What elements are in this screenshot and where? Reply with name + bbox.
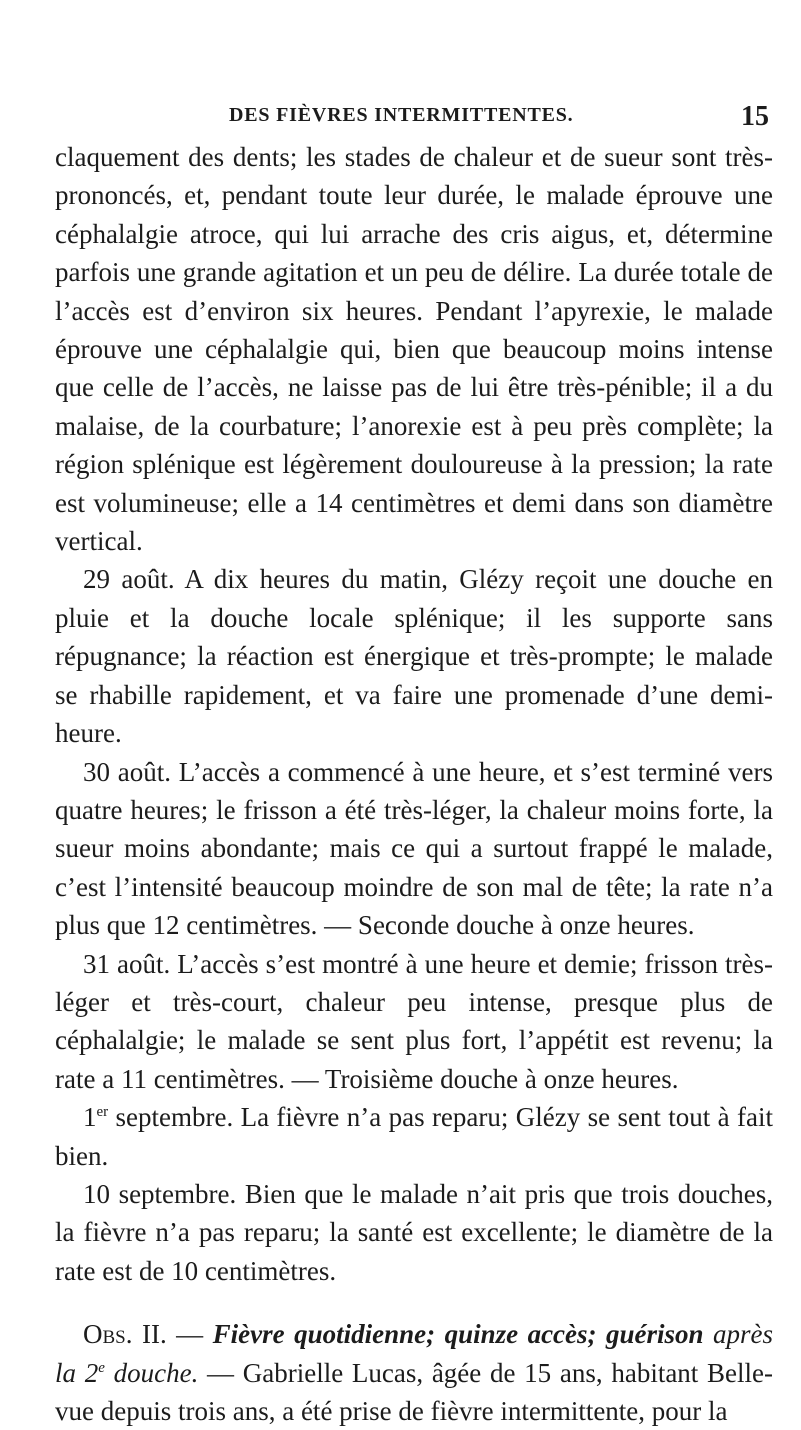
observation-paragraph <box>55 1315 773 1430</box>
observation-title-end: douche. <box>104 1357 199 1388</box>
observation-title: Fièvre quotidienne; quinze accès; guérison <box>212 1319 704 1350</box>
paragraph-continuation: claquement des dents; les stades de chaleur et de sueur sont très-prononcés, et, pendant toute leur durée, le malade éprouve une céphalalgie atroce, qui lui arrache des cris aigus, et, détermine parfois une grande agitation et un peu de délire. La durée totale de l’accès est d’environ six heures. Pendant l’apyrexie, le malade éprouve une céphalalgie qui, bien que beaucoup moins intense que celle de l’accès, ne laisse pas de lui être très-pénible; il a du malaise, de la courbature; l’anorexie est à peu près complète; la région splénique est légèrement douloureuse à la pression; la rate est volumineuse; elle a 14 centimètres et demi dans son diamètre vertical. <box>55 142 773 557</box>
observation-title-continued: après la 2 <box>55 1319 774 1388</box>
body-text <box>55 138 773 1430</box>
paragraph-text: septembre. La fièvre n’a pas reparu; Glézy se sent tout à fait bien. <box>55 1102 773 1171</box>
observation-text: — Gabrielle Lucas, âgée de 15 ans, habitant Belle-vue depuis trois ans, a été prise de fièvre intermittente, pour la <box>55 1357 773 1426</box>
date-number: 1 <box>83 1102 97 1133</box>
observation-dash: — <box>166 1319 213 1350</box>
paragraph-1er-septembre <box>55 1098 773 1175</box>
running-title: DES FIÈVRES INTERMITTENTES. <box>229 104 574 126</box>
paragraph-30-aout: 30 août. L’accès a commencé à une heure, et s’est terminé vers quatre heures; le frisson a été très-léger, la chaleur moins forte, la sueur moins abondante; mais ce qui a surtout frappé le malade, c’est l’intensité beaucoup moindre de son mal de tête; la rate n’a plus que 12 centimètres. — Seconde douche à onze heures. <box>55 756 773 941</box>
page-number: 15 <box>741 101 769 132</box>
observation-label: Obs. II. <box>83 1319 167 1350</box>
ordinal-superscript: er <box>96 1104 109 1121</box>
observation-superscript: e <box>98 1359 105 1376</box>
paragraph-31-aout: 31 août. L’accès s’est montré à une heure et demie; frisson très-léger et très-court, chaleur peu intense, presque plus de céphalalgie; le malade se sent plus fort, l’appétit est revenu; la rate a 11 centimètres. — Troisième douche à onze heures. <box>55 948 773 1094</box>
paragraph-10-septembre: 10 septembre. Bien que le malade n’ait pris que trois douches, la fièvre n’a pas reparu; la santé est excellente; le diamètre de la rate est de 10 centimètres. <box>55 1178 773 1286</box>
paragraph-29-aout: 29 août. A dix heures du matin, Glézy reçoit une douche en pluie et la douche locale splénique; il les supporte sans répugnance; la réaction est énergique et très-prompte; le malade se rhabille rapidement, et va faire une promenade d’une demi-heure. <box>55 564 773 749</box>
